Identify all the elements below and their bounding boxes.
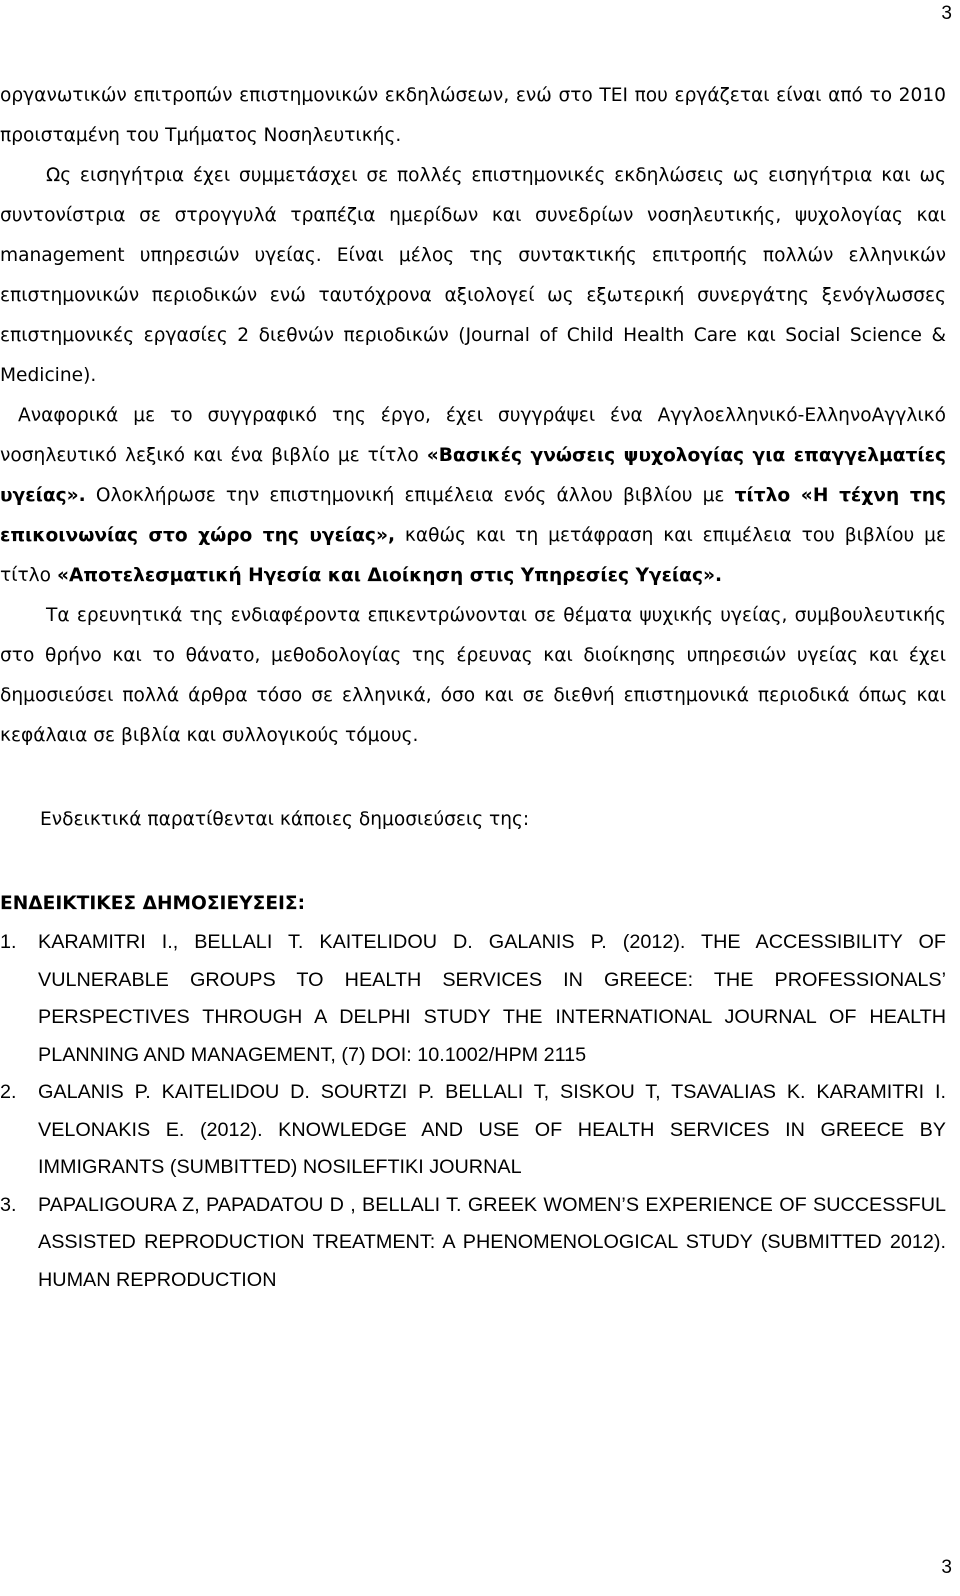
paragraph-organizing-committees: οργανωτικών επιτροπών επιστημονικών εκδηλώσεων, ενώ στο ΤΕΙ που εργάζεται είναι από το 2010 προισταμένη του Τμήματος Νοσηλευτικής. [0, 85, 946, 146]
publication-text: GALANIS P. KAITELIDOU D. SOURTZI P. BELLALI T, SISKOU T, TSAVALIAS K. KARAMITRI I. VELONAKIS E. (2012). KNOWLEDGE AND USE OF HEALTH SERVICES IN GREECE BY IMMIGRANTS (SUMBITTED) NOSILEFTIKI JOURNAL [38, 1081, 946, 1178]
page-number-bottom: 3 [941, 1557, 952, 1578]
page-number-top: 3 [941, 3, 952, 24]
book-title-psychology: «Βασικές γνώσεις ψυχολογίας για επαγγελματίες υγείας». [0, 445, 947, 506]
publication-number: 2. [0, 1081, 17, 1103]
paragraph-research-interests: Τα ερευνητικά της ενδιαφέροντα επικεντρώνονται σε θέματα ψυχικής υγείας, συμβουλευτικής στο θρήνο και το θάνατο, μεθοδολογίας της έρευνας και διοίκησης υπηρεσιών υγείας και έχει δημοσιεύσει πολλά άρθρα τόσο σε ελληνικά, όσο και σε διεθνή επιστημονικά περιοδικά όπως και κεφάλαια σε βιβλία και συλλογικούς τόμους. [0, 605, 946, 746]
publication-number: 3. [0, 1193, 17, 1216]
publications-heading: ΕΝΔΕΙΚΤΙΚΕΣ ΔΗΜΟΣΙΕΥΣΕΙΣ: [0, 893, 306, 914]
publication-item [0, 924, 946, 1074]
publication-number: 1. [0, 931, 17, 953]
paragraph-speaker-activities: Ως εισηγήτρια έχει συμμετάσχει σε πολλές επιστημονικές εκδηλώσεις ως εισηγήτρια και ως συντονίστρια σε στρογγυλά τραπέζια ημερίδων και συνεδρίων νοσηλευτικής, ψυχολογίας και management υπηρεσιών υγείας. Είναι μέλος της συντακτικής επιτροπής πολλών ελληνικών επιστημονικών περιοδικών ενώ ταυτόχρονα αξιολογεί ως εξωτερική συνεργάτης ξενόγλωσσες επιστημονικές εργασίες 2 διεθνών περιοδικών (Journal of Child Health Care και Social Science & Medicine). [0, 165, 946, 386]
publications-list [0, 924, 946, 1299]
writing-text-3: καθώς και τη μετάφραση και επιμέλεια του βιβλίου με τίτλο [0, 525, 946, 586]
paragraph-writing-work [0, 396, 946, 596]
document-body [0, 76, 946, 1299]
publication-item [0, 1074, 946, 1187]
publication-text: KARAMITRI I., BELLALI T. KAITELIDOU D. GALANIS P. (2012). THE ACCESSIBILITY OF VULNERABLE GROUPS TO HEALTH SERVICES IN GREECE: THE PROFESSIONALS’ PERSPECTIVES THROUGH A DELPHI STUDY THE INTERNATIONAL JOURNAL OF HEALTH PLANNING AND MANAGEMENT, (7) DOI: 10.1002/HPM 2115 [38, 931, 946, 1066]
book-title-communication: τίτλο «Η τέχνη της επικοινωνίας στο χώρο της υγείας», [0, 485, 946, 546]
publications-intro: Ενδεικτικά παρατίθενται κάποιες δημοσιεύσεις της: [40, 809, 530, 830]
writing-text-2: Ολοκλήρωσε την επιστημονική επιμέλεια ενός άλλου βιβλίου με [85, 485, 735, 506]
publication-text: PAPALIGOURA Z, PAPADATOU D , BELLALI T. GREEK WOMEN’S EXPERIENCE OF SUCCESSFUL ASSISTED REPRODUCTION TREATMENT: A PHENOMENOLOGICAL STUDY (SUBMITTED 2012). HUMAN REPRODUCTION [38, 1193, 946, 1291]
writing-text-1: Αναφορικά με το συγγραφικό της έργο, έχει συγγράψει ένα Αγγλοελληνικό-ΕλληνοΑγγλικό νοσηλευτικό λεξικό και ένα βιβλίο με τίτλο [0, 405, 946, 466]
publication-item [0, 1187, 946, 1300]
book-title-leadership: «Αποτελεσματική Ηγεσία και Διοίκηση στις Υπηρεσίες Υγείας». [56, 565, 723, 586]
